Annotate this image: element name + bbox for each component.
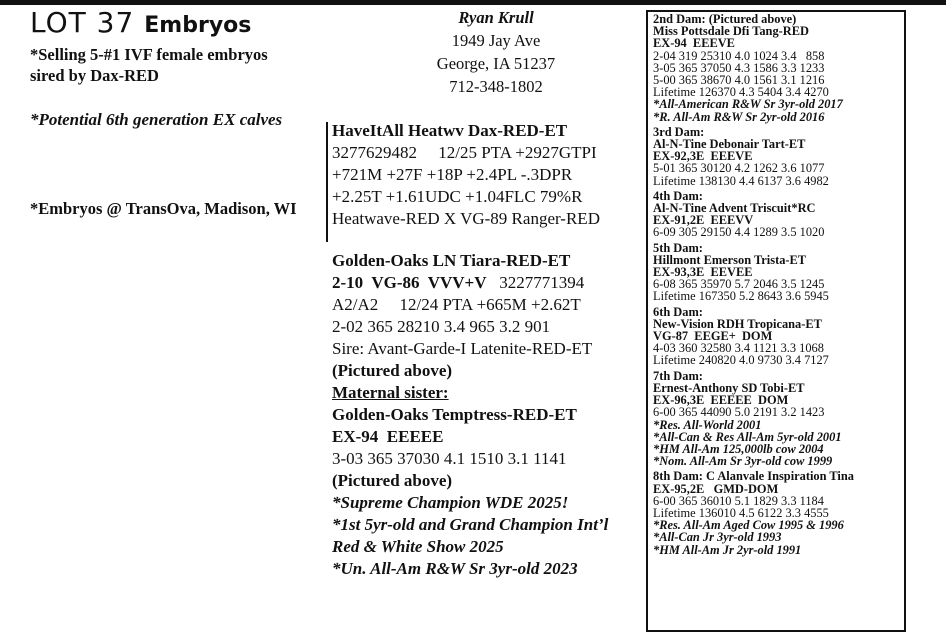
ancestor-entry	[653, 370, 904, 468]
ancestor-name: Miss Pottsdale Dfi Tang-RED	[653, 24, 809, 39]
ancestor-entry	[653, 13, 904, 123]
ancestor-entry	[653, 242, 904, 303]
ancestor-heading: 7th Dam:	[653, 368, 703, 383]
ancestor-heading: 5th Dam:	[653, 240, 703, 255]
ancestor-entry	[653, 306, 904, 367]
selling-note	[30, 44, 320, 86]
lot-title	[30, 6, 251, 39]
sire-line: 3277629482 12/25 PTA +2927GTPI	[332, 143, 597, 162]
ancestor-honor: *HM All-Am Jr 2yr-old 1991	[653, 542, 802, 557]
ancestor-record: 4-03 360 32580 3.4 1121 3.3 1068	[653, 341, 824, 356]
ancestor-name: New-Vision RDH Tropicana-ET	[653, 316, 822, 331]
ancestor-score: EX-94 EEEVE	[653, 36, 735, 51]
selling-line-2: sired by Dax-RED	[30, 66, 159, 85]
sire-block	[332, 120, 600, 230]
ancestor-heading: 3rd Dam:	[653, 124, 705, 139]
ancestor-record: 5-00 365 38670 4.0 1561 3.1 1216	[653, 73, 825, 88]
maternal-sister-label: Maternal sister:	[332, 383, 449, 402]
ancestor-name: Al-N-Tine Debonair Tart-ET	[653, 137, 806, 152]
ancestor-record: Lifetime 126370 4.3 5404 3.4 4270	[653, 85, 829, 100]
ancestor-score: EX-93,3E EEVEE	[653, 265, 753, 280]
dam-score: 2-10 VG-86 VVV+V	[332, 273, 487, 292]
lot-number: LOT 37	[30, 6, 135, 39]
pedigree-box	[646, 10, 906, 632]
sister-record: 3-03 365 37030 4.1 1510 3.1 1141	[332, 449, 567, 468]
consignor-address	[396, 6, 596, 98]
sister-score: EX-94 EEEEE	[332, 427, 444, 446]
ancestor-score: EX-91,2E EEEVV	[653, 213, 754, 228]
ancestor-name: Hillmont Emerson Trista-ET	[653, 252, 807, 267]
dam-score-row	[332, 272, 608, 294]
ancestor-honor: *All-American R&W Sr 3yr-old 2017	[653, 97, 843, 112]
lot-word: Embryos	[144, 13, 252, 38]
sire-name: HaveItAll Heatwv Dax-RED-ET	[332, 121, 568, 140]
ancestor-score: EX-96,3E EEEEE DOM	[653, 393, 789, 408]
consignor-phone: 712-348-1802	[449, 77, 543, 96]
sire-line: +721M +27F +18P +2.4PL -.3DPR	[332, 165, 573, 184]
dam-record: 2-02 365 28210 3.4 965 3.2 901	[332, 317, 551, 336]
dam-sire: Sire: Avant-Garde-I Latenite-RED-ET	[332, 339, 593, 358]
consignor-city: George, IA 51237	[436, 54, 556, 73]
ancestor-record: 3-05 365 37050 4.3 1586 3.3 1233	[653, 60, 825, 75]
ancestor-score: EX-95,2E GMD-DOM	[653, 481, 779, 496]
ancestor-honor: *All-Can & Res All-Am 5yr-old 2001	[653, 429, 842, 444]
sister-honor: Red & White Show 2025	[332, 537, 504, 556]
ancestor-record: 5-01 365 30120 4.2 1262 3.6 1077	[653, 161, 825, 176]
embryo-location: *Embryos @ TransOva, Madison, WI	[30, 199, 297, 218]
ancestor-record: Lifetime 240820 4.0 9730 3.4 7127	[653, 353, 829, 368]
ancestor-honor: *Res. All-Am Aged Cow 1995 & 1996	[653, 518, 844, 533]
pictured-note: (Pictured above)	[332, 471, 453, 490]
ancestor-record: 6-09 305 29150 4.4 1289 3.5 1020	[653, 225, 825, 240]
ancestor-record: Lifetime 136010 4.5 6122 3.3 4555	[653, 505, 829, 520]
dam-registration: 3227771394	[499, 273, 585, 292]
ancestor-entry	[653, 126, 904, 187]
top-rule	[0, 0, 946, 5]
ancestor-score: VG-87 EEGE+ DOM	[653, 329, 773, 344]
ancestor-heading: 6th Dam:	[653, 304, 703, 319]
ancestor-score: EX-92,3E EEEVE	[653, 149, 753, 164]
ancestor-honor: *Res. All-World 2001	[653, 417, 762, 432]
sire-line: Heatwave-RED X VG-89 Ranger-RED	[332, 209, 600, 228]
ancestor-record: Lifetime 138130 4.4 6137 3.6 4982	[653, 173, 829, 188]
dam-name: Golden-Oaks LN Tiara-RED-ET	[332, 251, 571, 270]
ancestor-heading: 4th Dam:	[653, 188, 703, 203]
sister-honor: *Un. All-Am R&W Sr 3yr-old 2023	[332, 559, 578, 578]
dam-a2-line: A2/A2 12/24 PTA +665M +2.62T	[332, 295, 581, 314]
ancestor-record: 6-08 365 35970 5.7 2046 3.5 1245	[653, 277, 825, 292]
ancestor-record: Lifetime 167350 5.2 8643 3.6 5945	[653, 289, 829, 304]
ancestor-name: Ernest-Anthony SD Tobi-ET	[653, 380, 805, 395]
sire-line: +2.25T +1.61UDC +1.04FLC 79%R	[332, 187, 583, 206]
ancestor-entry	[653, 190, 904, 239]
selling-line-1: *Selling 5-#1 IVF female embryos	[30, 45, 268, 64]
sister-honor: *1st 5yr-old and Grand Champion Int’l	[332, 515, 609, 534]
consignor-name: Ryan Krull	[458, 8, 534, 27]
ancestor-heading: 2nd Dam: (Pictured above)	[653, 12, 797, 26]
ancestor-record: 6-00 365 36010 5.1 1829 3.3 1184	[653, 493, 824, 508]
pictured-note: (Pictured above)	[332, 361, 453, 380]
sister-name: Golden-Oaks Temptress-RED-ET	[332, 405, 577, 424]
ancestor-heading: 8th Dam: C Alanvale Inspiration Tina	[653, 469, 854, 484]
ancestor-honor: *R. All-Am R&W Sr 2yr-old 2016	[653, 109, 825, 124]
dam-block	[332, 250, 608, 580]
ancestor-honor: *HM All-Am 125,000lb cow 2004	[653, 441, 824, 456]
ancestor-name: Al-N-Tine Advent Triscuit*RC	[653, 201, 816, 216]
potential-note: *Potential 6th generation EX calves	[30, 110, 283, 129]
ancestor-honor: *All-Can Jr 3yr-old 1993	[653, 530, 782, 545]
ancestor-record: 2-04 319 25310 4.0 1024 3.4 858	[653, 48, 825, 63]
ancestor-honor: *Nom. All-Am Sr 3yr-old cow 1999	[653, 454, 833, 469]
consignor-street: 1949 Jay Ave	[451, 31, 541, 50]
ancestor-entry	[653, 470, 904, 555]
pedigree-bracket	[326, 122, 328, 242]
ancestor-record: 6-00 365 44090 5.0 2191 3.2 1423	[653, 405, 825, 420]
sister-honor: *Supreme Champion WDE 2025!	[332, 493, 569, 512]
